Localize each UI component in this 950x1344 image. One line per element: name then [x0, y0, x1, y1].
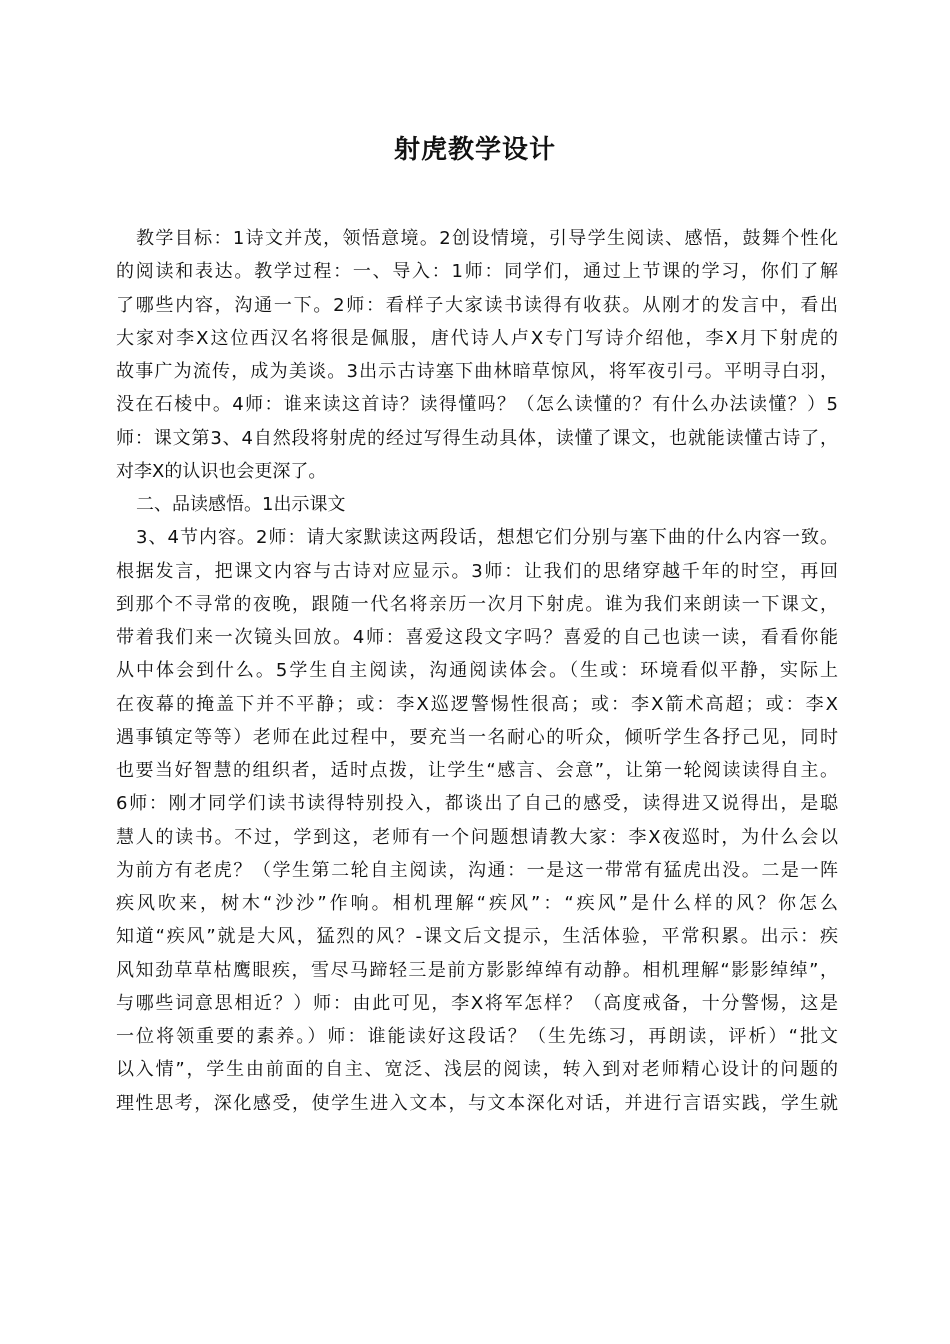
- paragraph-line: 遇事镇定等等）老师在此过程中，要充当一名耐心的听众，倾听学生各抒己见，同时: [116, 726, 838, 748]
- paragraph-line: 3、4节内容。2师：请大家默读这两段话，想想它们分别与塞下曲的什么内容一致。: [136, 527, 838, 549]
- paragraph-line: 理性思考，深化感受，使学生进入文本，与文本深化对话，并进行言语实践，学生就: [116, 1092, 838, 1114]
- paragraph-line: 6师：刚才同学们读书读得特别投入，都谈出了自己的感受，读得进又说得出，是聪: [116, 793, 838, 815]
- document-body: [116, 222, 838, 1120]
- paragraph-line: 慧人的读书。不过，学到这，老师有一个问题想请教大家：李X夜巡时，为什么会以: [116, 826, 838, 848]
- document-title: 射虎教学设计: [393, 135, 556, 165]
- paragraph-line: 带着我们来一次镜头回放。4师：喜爱这段文字吗？喜爱的自己也读一读，看看你能: [116, 627, 838, 648]
- paragraph-line: 与哪些词意思相近？）师：由此可见，李X将军怎样？（高度戒备，十分警惕，这是: [116, 992, 838, 1014]
- paragraph-line: 根据发言，把课文内容与古诗对应显示。3师：让我们的思绪穿越千年的时空，再回: [116, 560, 838, 582]
- paragraph-line: 从中体会到什么。5学生自主阅读，沟通阅读体会。（生或：环境看似平静，实际上: [116, 660, 838, 682]
- paragraph-line: 风知劲草草枯鹰眼疾，雪尽马蹄轻三是前方影影绰绰有动静。相机理解“影影绰绰”，: [116, 959, 838, 981]
- paragraph-line: 了哪些内容，沟通一下。2师：看样子大家读书读得有收获。从刚才的发言中，看出: [116, 294, 838, 316]
- paragraph-line: 教学目标：1诗文并茂，领悟意境。2创设情境，引导学生阅读、感悟，鼓舞个性化: [136, 228, 838, 249]
- paragraph-line: 知道“疾风”就是大风，猛烈的风？-课文后文提示，生活体验，平常积累。出示：疾: [116, 926, 838, 948]
- paragraph-line: 一位将领重要的素养。）师：谁能读好这段话？（生先练习，再朗读，评析）“批文: [116, 1026, 838, 1047]
- paragraph-line: 二、品读感悟。1出示课文: [136, 494, 346, 515]
- paragraph-line: 疾风吹来，树木“沙沙”作响。相机理解“疾风”：“疾风”是什么样的风？你怎么: [116, 893, 838, 914]
- paragraph-line: 大家对李X这位西汉名将很是佩服，唐代诗人卢X专门写诗介绍他，李X月下射虎的: [116, 327, 838, 349]
- paragraph-line: 也要当好智慧的组织者，适时点拨，让学生“感言、会意”，让第一轮阅读读得自主。: [116, 760, 838, 781]
- paragraph-line: 的阅读和表达。教学过程：一、导入：1师：同学们，通过上节课的学习，你们了解: [116, 261, 838, 283]
- paragraph-line: 故事广为流传，成为美谈。3出示古诗塞下曲林暗草惊风，将军夜引弓。平明寻白羽，: [116, 361, 838, 382]
- paragraph-line: 在夜幕的掩盖下并不平静；或：李X巡逻警惕性很高；或：李X箭术高超；或：李X: [116, 693, 838, 715]
- paragraph-line: 对李X的认识也会更深了。: [116, 460, 327, 482]
- paragraph-line: 没在石棱中。4师：谁来读这首诗？读得懂吗？（怎么读懂的？有什么办法读懂？）5: [116, 394, 838, 416]
- paragraph-line: 师：课文第3、4自然段将射虎的经过写得生动具体，读懂了课文，也就能读懂古诗了，: [116, 427, 838, 449]
- paragraph-line: 以入情”，学生由前面的自主、宽泛、浅层的阅读，转入到对老师精心设计的问题的: [116, 1059, 838, 1081]
- paragraph-line: 为前方有老虎？（学生第二轮自主阅读，沟通：一是这一带常有猛虎出没。二是一阵: [116, 859, 838, 881]
- paragraph-line: 到那个不寻常的夜晚，跟随一代名将亲历一次月下射虎。谁为我们来朗读一下课文，: [116, 593, 838, 615]
